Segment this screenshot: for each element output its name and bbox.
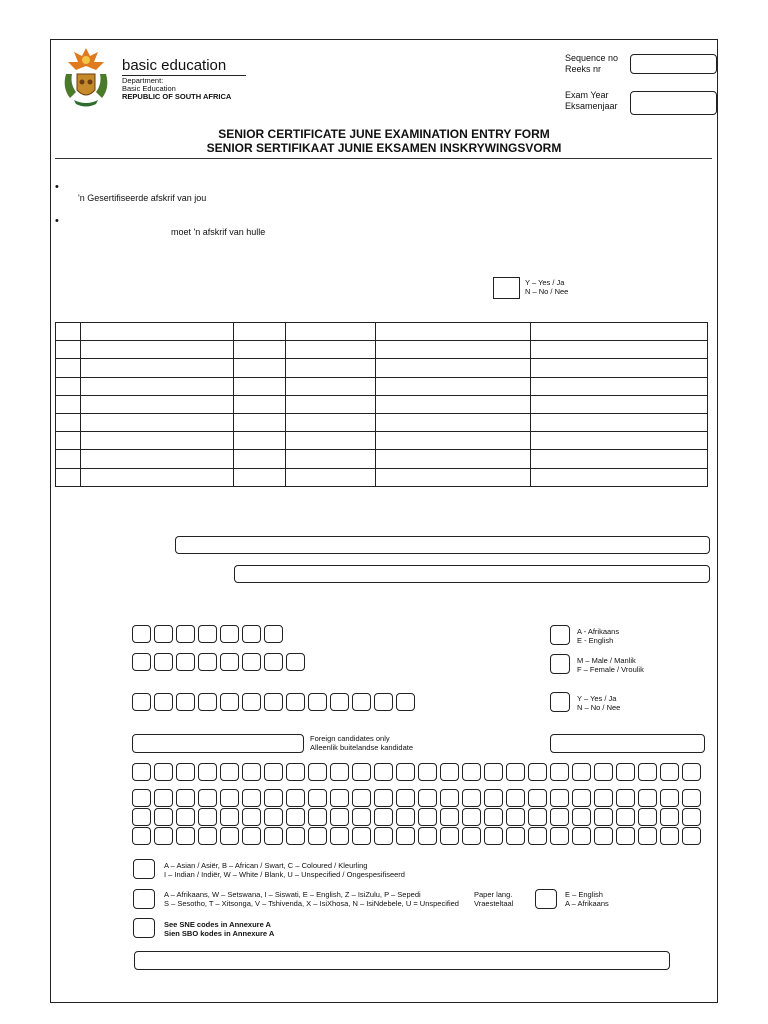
cell-row-1	[132, 625, 283, 643]
gender-legend	[577, 656, 644, 674]
character-cell[interactable]	[440, 827, 459, 845]
cell-row-6	[132, 808, 701, 826]
table-cell[interactable]	[234, 377, 286, 395]
foreign-label-af: Alleenlik buitelandse kandidate	[310, 743, 413, 752]
character-cell[interactable]	[242, 653, 261, 671]
foreign-label-en: Foreign candidates only	[310, 734, 390, 743]
yes-no-legend-2	[577, 694, 620, 712]
bullet-2: •	[55, 215, 59, 227]
character-cell[interactable]	[374, 827, 393, 845]
character-cell[interactable]	[506, 789, 525, 807]
exam-year-field[interactable]	[630, 91, 717, 115]
sequence-label-af: Reeks nr	[565, 64, 602, 74]
table-cell[interactable]	[376, 359, 531, 377]
character-cell[interactable]	[616, 827, 635, 845]
character-cell[interactable]	[308, 763, 327, 781]
character-cell[interactable]	[616, 789, 635, 807]
character-cell[interactable]	[462, 789, 481, 807]
character-cell[interactable]	[528, 789, 547, 807]
character-cell[interactable]	[286, 653, 305, 671]
table-cell[interactable]	[81, 432, 234, 450]
character-cell[interactable]	[528, 808, 547, 826]
character-cell[interactable]	[396, 789, 415, 807]
character-cell[interactable]	[132, 827, 151, 845]
character-cell[interactable]	[374, 693, 393, 711]
character-cell[interactable]	[286, 827, 305, 845]
table-cell[interactable]	[531, 468, 708, 486]
character-cell[interactable]	[198, 789, 217, 807]
yes-option-2: Y – Yes / Ja	[577, 694, 617, 703]
character-cell[interactable]	[198, 693, 217, 711]
character-cell[interactable]	[308, 808, 327, 826]
table-row	[56, 359, 708, 377]
character-cell[interactable]	[132, 789, 151, 807]
character-cell[interactable]	[198, 625, 217, 643]
form-title-en: SENIOR CERTIFICATE JUNE EXAMINATION ENTRY FORM	[218, 127, 550, 141]
table-cell[interactable]	[234, 395, 286, 413]
table-cell[interactable]	[376, 395, 531, 413]
character-cell[interactable]	[506, 763, 525, 781]
character-cell[interactable]	[286, 808, 305, 826]
no-option-2: N – No / Nee	[577, 703, 621, 712]
character-cell[interactable]	[198, 653, 217, 671]
character-cell[interactable]	[242, 693, 261, 711]
dept-line-1: Department:	[122, 76, 164, 85]
character-cell[interactable]	[330, 808, 349, 826]
character-cell[interactable]	[176, 808, 195, 826]
table-cell[interactable]	[234, 432, 286, 450]
character-cell[interactable]	[132, 653, 151, 671]
bullet-1: •	[55, 181, 59, 193]
table-row	[56, 413, 708, 431]
sequence-label-en: Sequence no	[565, 53, 619, 63]
dept-line-3: REPUBLIC OF SOUTH AFRICA	[122, 92, 232, 101]
table-cell[interactable]	[376, 468, 531, 486]
character-cell[interactable]	[462, 763, 481, 781]
character-cell[interactable]	[682, 808, 701, 826]
character-cell[interactable]	[550, 808, 569, 826]
sne-box[interactable]	[133, 918, 155, 938]
character-cell[interactable]	[154, 693, 173, 711]
instruction-2: moet 'n afskrif van hulle	[171, 227, 266, 237]
character-cell[interactable]	[154, 763, 173, 781]
character-cell[interactable]	[506, 808, 525, 826]
character-cell[interactable]	[220, 808, 239, 826]
table-cell[interactable]	[81, 323, 234, 341]
table-cell[interactable]	[56, 377, 81, 395]
character-cell[interactable]	[220, 789, 239, 807]
character-cell[interactable]	[176, 625, 195, 643]
gender-option-f: F – Female / Vroulik	[577, 665, 644, 674]
table-row	[56, 377, 708, 395]
race-legend	[164, 861, 405, 879]
yes-no-box[interactable]	[493, 277, 520, 299]
table-cell[interactable]	[56, 432, 81, 450]
cell-row-4	[132, 763, 701, 781]
cell-row-7	[132, 827, 701, 845]
table-cell[interactable]	[376, 432, 531, 450]
form-title-af: SENIOR SERTIFIKAAT JUNIE EKSAMEN INSKRYWINGSVORM	[206, 141, 562, 155]
character-cell[interactable]	[176, 763, 195, 781]
table-cell[interactable]	[531, 359, 708, 377]
character-cell[interactable]	[198, 827, 217, 845]
character-cell[interactable]	[220, 653, 239, 671]
race-box[interactable]	[133, 859, 155, 879]
character-cell[interactable]	[572, 827, 591, 845]
table-cell[interactable]	[531, 341, 708, 359]
character-cell[interactable]	[374, 808, 393, 826]
table-row	[56, 450, 708, 468]
gender-box[interactable]	[550, 654, 570, 674]
table-row	[56, 323, 708, 341]
paper-language-label	[474, 890, 513, 908]
table-cell[interactable]	[531, 323, 708, 341]
language-box[interactable]	[550, 625, 570, 645]
character-cell[interactable]	[330, 693, 349, 711]
table-cell[interactable]	[234, 323, 286, 341]
character-cell[interactable]	[594, 808, 613, 826]
character-cell[interactable]	[484, 763, 503, 781]
home-language-legend	[164, 890, 459, 908]
character-cell[interactable]	[352, 808, 371, 826]
table-cell[interactable]	[531, 395, 708, 413]
character-cell[interactable]	[352, 763, 371, 781]
character-cell[interactable]	[594, 763, 613, 781]
paper-language-label-en: Paper lang.	[474, 890, 513, 899]
table-cell[interactable]	[234, 359, 286, 377]
table-cell[interactable]	[376, 323, 531, 341]
language-option-e: E - English	[577, 636, 614, 645]
character-cell[interactable]	[242, 625, 261, 643]
table-cell[interactable]	[286, 413, 376, 431]
character-cell[interactable]	[264, 653, 283, 671]
paper-language-label-af: Vraesteltaal	[474, 899, 514, 908]
table-cell[interactable]	[234, 468, 286, 486]
character-cell[interactable]	[264, 693, 283, 711]
table-row	[56, 341, 708, 359]
character-cell[interactable]	[264, 827, 283, 845]
character-cell[interactable]	[242, 763, 261, 781]
character-cell[interactable]	[572, 763, 591, 781]
table-cell[interactable]	[234, 341, 286, 359]
table-cell[interactable]	[286, 468, 376, 486]
character-cell[interactable]	[330, 827, 349, 845]
yes-no-legend	[525, 278, 568, 296]
character-cell[interactable]	[308, 693, 327, 711]
paper-language-legend	[565, 890, 609, 908]
table-cell[interactable]	[81, 413, 234, 431]
character-cell[interactable]	[154, 827, 173, 845]
exam-year-label-en: Exam Year	[565, 90, 609, 100]
character-cell[interactable]	[660, 827, 679, 845]
character-cell[interactable]	[484, 789, 503, 807]
character-cell[interactable]	[220, 827, 239, 845]
character-cell[interactable]	[638, 763, 657, 781]
table-cell[interactable]	[286, 377, 376, 395]
text-field-2[interactable]	[234, 565, 710, 583]
character-cell[interactable]	[418, 827, 437, 845]
home-language-line-2: S – Sesotho, T – Xitsonga, V – Tshivenda, X – IsiXhosa, N – IsiNdebele, U = Unspecified	[164, 899, 459, 908]
race-legend-line-2: I – Indian / Indiër, W – White / Blank, U – Unspecified / Ongespesifiseerd	[164, 870, 405, 879]
character-cell[interactable]	[264, 808, 283, 826]
cell-row-3	[132, 693, 415, 711]
character-cell[interactable]	[264, 763, 283, 781]
character-cell[interactable]	[660, 763, 679, 781]
character-cell[interactable]	[550, 789, 569, 807]
character-cell[interactable]	[220, 763, 239, 781]
character-cell[interactable]	[550, 827, 569, 845]
department-block	[122, 77, 231, 101]
character-cell[interactable]	[352, 827, 371, 845]
table-cell[interactable]	[56, 413, 81, 431]
exam-year-label	[565, 90, 618, 112]
gender-option-m: M – Male / Manlik	[577, 656, 636, 665]
text-field-1[interactable]	[175, 536, 710, 554]
no-option: N – No / Nee	[525, 287, 569, 296]
table-cell[interactable]	[81, 377, 234, 395]
character-cell[interactable]	[396, 808, 415, 826]
character-cell[interactable]	[616, 808, 635, 826]
home-language-line-1: A – Afrikaans, W – Setswana, I – Siswati, E – English, Z – IsiZulu, P – Sepedi	[164, 890, 421, 899]
subjects-table	[55, 322, 708, 487]
character-cell[interactable]	[374, 789, 393, 807]
character-cell[interactable]	[418, 808, 437, 826]
table-row	[56, 468, 708, 486]
character-cell[interactable]	[440, 763, 459, 781]
character-cell[interactable]	[154, 625, 173, 643]
table-cell[interactable]	[81, 468, 234, 486]
character-cell[interactable]	[220, 625, 239, 643]
sequence-field[interactable]	[630, 54, 717, 74]
character-cell[interactable]	[176, 653, 195, 671]
character-cell[interactable]	[286, 763, 305, 781]
character-cell[interactable]	[176, 789, 195, 807]
character-cell[interactable]	[198, 763, 217, 781]
table-cell[interactable]	[56, 323, 81, 341]
table-cell[interactable]	[531, 377, 708, 395]
character-cell[interactable]	[176, 693, 195, 711]
cell-row-5	[132, 789, 701, 807]
character-cell[interactable]	[308, 827, 327, 845]
title-divider	[55, 158, 712, 159]
paper-language-a: A – Afrikaans	[565, 899, 609, 908]
character-cell[interactable]	[550, 763, 569, 781]
table-cell[interactable]	[56, 468, 81, 486]
language-legend	[577, 627, 619, 645]
yes-option: Y – Yes / Ja	[525, 278, 565, 287]
table-cell[interactable]	[531, 432, 708, 450]
table-cell[interactable]	[286, 341, 376, 359]
table-cell[interactable]	[81, 359, 234, 377]
character-cell[interactable]	[484, 808, 503, 826]
foreign-label	[310, 734, 413, 752]
character-cell[interactable]	[132, 693, 151, 711]
character-cell[interactable]	[286, 693, 305, 711]
table-cell[interactable]	[286, 323, 376, 341]
race-legend-line-1: A – Asian / Asiër, B – African / Swart, C – Coloured / Kleurling	[164, 861, 368, 870]
yes-no-box-2[interactable]	[550, 692, 570, 712]
character-cell[interactable]	[352, 693, 371, 711]
character-cell[interactable]	[242, 789, 261, 807]
character-cell[interactable]	[286, 789, 305, 807]
table-cell[interactable]	[376, 450, 531, 468]
table-cell[interactable]	[286, 450, 376, 468]
character-cell[interactable]	[616, 763, 635, 781]
character-cell[interactable]	[132, 763, 151, 781]
bottom-field[interactable]	[134, 951, 670, 970]
coat-of-arms-logo	[60, 44, 112, 112]
character-cell[interactable]	[572, 789, 591, 807]
character-cell[interactable]	[572, 808, 591, 826]
table-cell[interactable]	[376, 341, 531, 359]
table-cell[interactable]	[56, 359, 81, 377]
sne-note-line-1: See SNE codes in Annexure A	[164, 920, 271, 929]
table-cell[interactable]	[286, 359, 376, 377]
table-cell[interactable]	[286, 395, 376, 413]
dept-line-2: Basic Education	[122, 84, 176, 93]
table-cell[interactable]	[234, 450, 286, 468]
character-cell[interactable]	[352, 789, 371, 807]
character-cell[interactable]	[154, 789, 173, 807]
character-cell[interactable]	[682, 789, 701, 807]
exam-year-label-af: Eksamenjaar	[565, 101, 618, 111]
character-cell[interactable]	[638, 808, 657, 826]
character-cell[interactable]	[528, 827, 547, 845]
character-cell[interactable]	[506, 827, 525, 845]
table-cell[interactable]	[234, 413, 286, 431]
instruction-1: 'n Gesertifiseerde afskrif van jou	[78, 193, 207, 203]
character-cell[interactable]	[440, 789, 459, 807]
table-cell[interactable]	[531, 450, 708, 468]
character-cell[interactable]	[484, 827, 503, 845]
home-language-box[interactable]	[133, 889, 155, 909]
paper-language-e: E – English	[565, 890, 603, 899]
character-cell[interactable]	[594, 827, 613, 845]
character-cell[interactable]	[682, 827, 701, 845]
character-cell[interactable]	[154, 653, 173, 671]
table-cell[interactable]	[286, 432, 376, 450]
character-cell[interactable]	[308, 789, 327, 807]
character-cell[interactable]	[528, 763, 547, 781]
character-cell[interactable]	[132, 625, 151, 643]
table-cell[interactable]	[56, 341, 81, 359]
character-cell[interactable]	[242, 827, 261, 845]
table-cell[interactable]	[56, 395, 81, 413]
character-cell[interactable]	[660, 808, 679, 826]
character-cell[interactable]	[396, 763, 415, 781]
character-cell[interactable]	[418, 789, 437, 807]
table-cell[interactable]	[81, 450, 234, 468]
character-cell[interactable]	[374, 763, 393, 781]
table-cell[interactable]	[81, 395, 234, 413]
table-cell[interactable]	[531, 413, 708, 431]
character-cell[interactable]	[396, 693, 415, 711]
paper-language-box[interactable]	[535, 889, 557, 909]
character-cell[interactable]	[682, 763, 701, 781]
language-option-a: A - Afrikaans	[577, 627, 620, 636]
sne-note-line-2: Sien SBO kodes in Annexure A	[164, 929, 275, 938]
character-cell[interactable]	[594, 789, 613, 807]
sequence-label	[565, 53, 618, 75]
table-cell[interactable]	[376, 377, 531, 395]
foreign-field-right[interactable]	[550, 734, 705, 753]
character-cell[interactable]	[220, 693, 239, 711]
foreign-field-left[interactable]	[132, 734, 304, 753]
character-cell[interactable]	[132, 808, 151, 826]
character-cell[interactable]	[638, 827, 657, 845]
character-cell[interactable]	[462, 827, 481, 845]
character-cell[interactable]	[242, 808, 261, 826]
table-cell[interactable]	[81, 341, 234, 359]
character-cell[interactable]	[462, 808, 481, 826]
character-cell[interactable]	[154, 808, 173, 826]
character-cell[interactable]	[418, 763, 437, 781]
character-cell[interactable]	[176, 827, 195, 845]
table-row	[56, 395, 708, 413]
table-cell[interactable]	[56, 450, 81, 468]
character-cell[interactable]	[264, 789, 283, 807]
character-cell[interactable]	[660, 789, 679, 807]
character-cell[interactable]	[264, 625, 283, 643]
table-row	[56, 432, 708, 450]
character-cell[interactable]	[330, 789, 349, 807]
character-cell[interactable]	[396, 827, 415, 845]
character-cell[interactable]	[330, 763, 349, 781]
character-cell[interactable]	[198, 808, 217, 826]
character-cell[interactable]	[440, 808, 459, 826]
logo-wordmark: basic education	[122, 57, 227, 74]
sne-note	[164, 920, 274, 938]
character-cell[interactable]	[638, 789, 657, 807]
table-cell[interactable]	[376, 413, 531, 431]
cell-row-2	[132, 653, 305, 671]
